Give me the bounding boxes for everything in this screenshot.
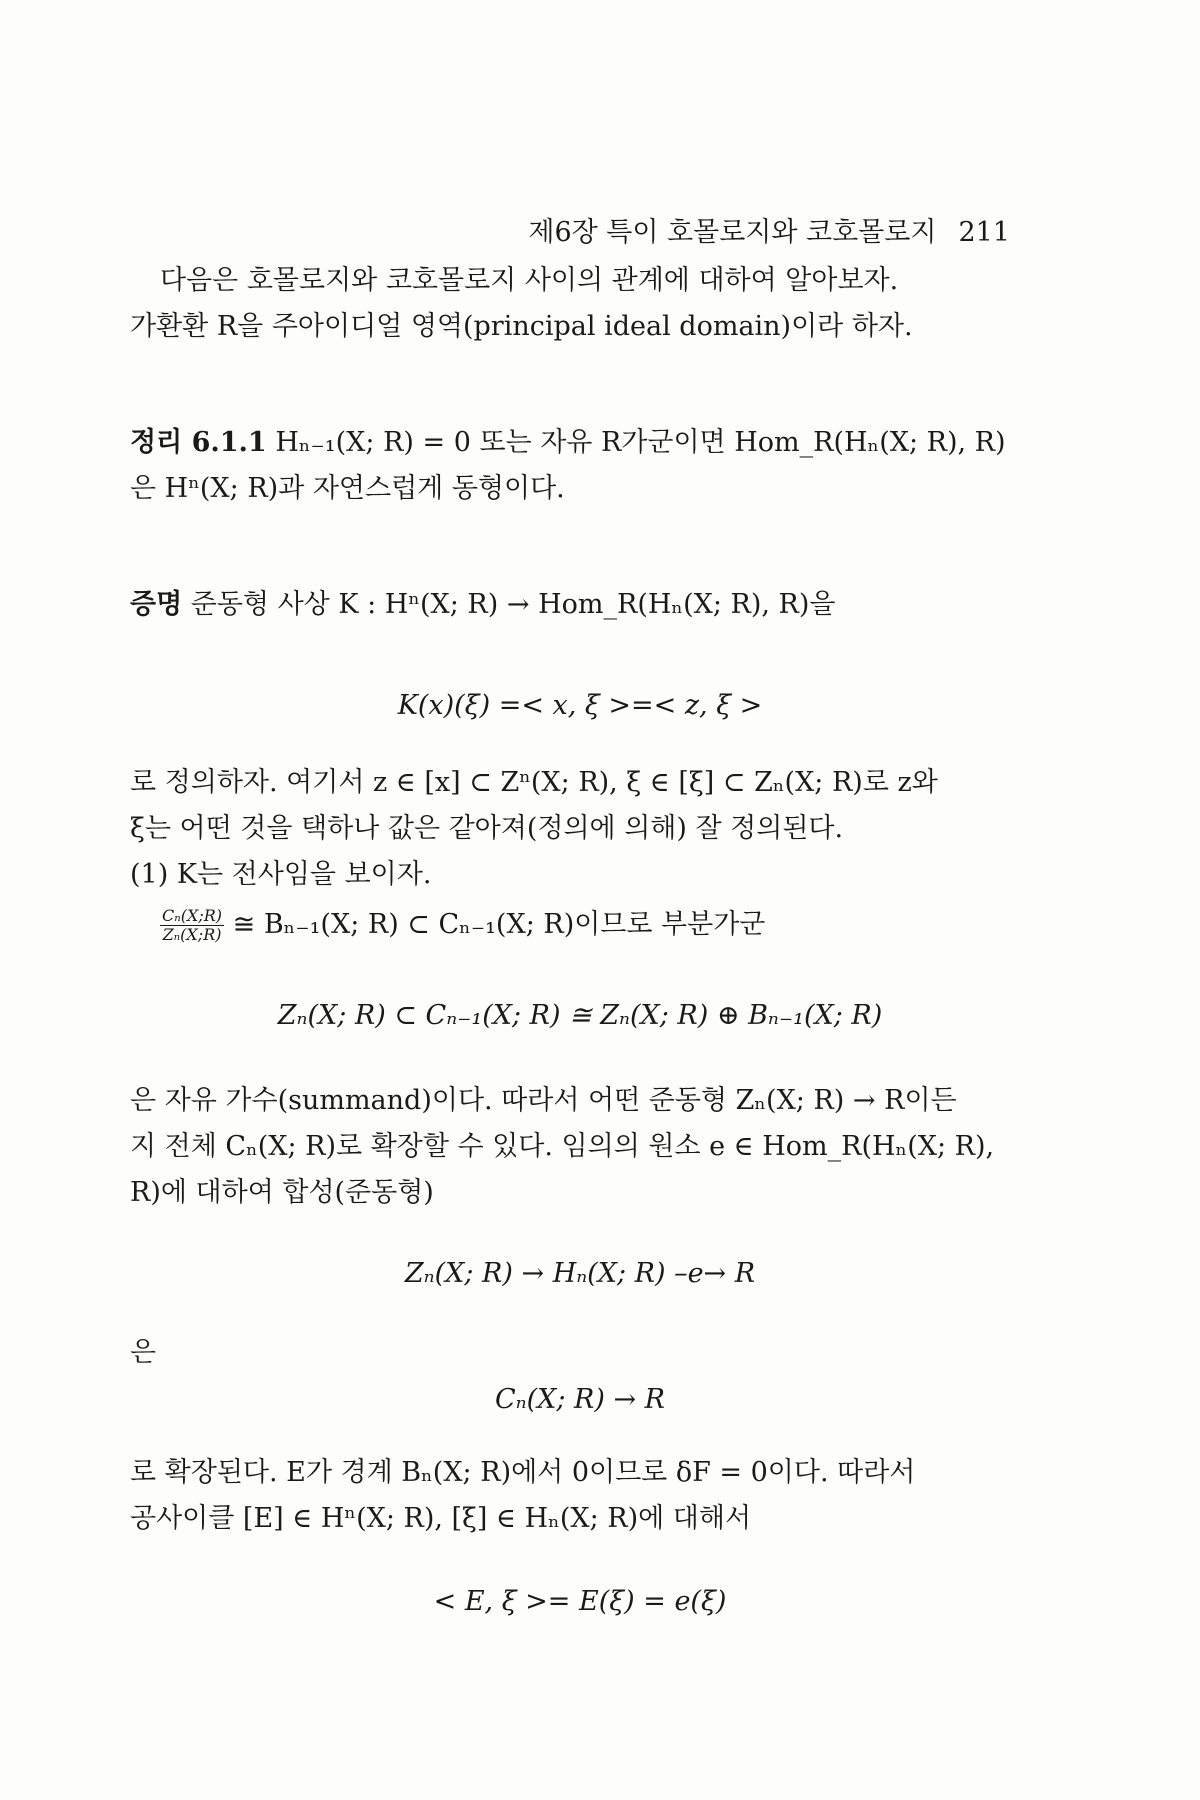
chapter-title: 제6장 특이 호몰로지와 코호몰로지: [528, 217, 937, 248]
equation-5: < E, ξ >= E(ξ) = e(ξ): [433, 1586, 727, 1617]
fraction-numerator: Cₙ(X;R): [162, 906, 223, 925]
fraction-denominator: Zₙ(X;R): [162, 925, 222, 944]
proof-para3-line-1: 로 확장된다. E가 경계 Bₙ(X; R)에서 0이므로 δF = 0이다. 따라서: [130, 1457, 916, 1488]
intro-line-2: 가환환 R을 주아이디얼 영역(principal ideal domain)이라 하자.: [130, 311, 913, 342]
theorem-label: 정리 6.1.1: [130, 427, 267, 458]
equation-1: K(x)(ξ) =< x, ξ >=< z, ξ >: [397, 690, 763, 721]
equation-2: Zₙ(X; R) ⊂ Cₙ₋₁(X; R) ≅ Zₙ(X; R) ⊕ Bₙ₋₁(X; R): [277, 1000, 883, 1031]
equation-4: Cₙ(X; R) → R: [494, 1384, 665, 1415]
proof-para2-line-3: R)에 대하여 합성(준동형): [130, 1177, 434, 1208]
proof-label: 증명: [130, 589, 183, 620]
proof-line-1: [130, 582, 1030, 628]
fraction-line-text: ≅ Bₙ₋₁(X; R) ⊂ Cₙ₋₁(X; R)이므로 부분가군: [224, 909, 766, 940]
theorem-text-1: Hₙ₋₁(X; R) = 0 또는 자유 R가군이면 Hom_R(Hₙ(X; R), R): [275, 427, 1006, 458]
proof-para1-line-3: (1) K는 전사임을 보이자.: [130, 859, 432, 890]
running-header: [470, 210, 1010, 249]
proof-para3-line-2: 공사이클 [E] ∈ Hⁿ(X; R), [ξ] ∈ Hₙ(X; R)에 대해서: [130, 1503, 752, 1534]
proof-para2-line-2: 지 전체 Cₙ(X; R)로 확장할 수 있다. 임의의 원소 e ∈ Hom_R(Hₙ(X; R),: [130, 1131, 995, 1162]
fraction: [160, 907, 224, 944]
proof-para1-line-1: 로 정의하자. 여기서 z ∈ [x] ⊂ Zⁿ(X; R), ξ ∈ [ξ] ⊂ Zₙ(X; R)로 z와: [130, 767, 938, 798]
page-number: 211: [958, 217, 1010, 248]
equation-3: Zₙ(X; R) → Hₙ(X; R) –e→ R: [404, 1258, 756, 1289]
proof-para1-line-2: ξ는 어떤 것을 택하나 값은 같아져(정의에 의해) 잘 정의된다.: [130, 813, 844, 844]
theorem-line-2: 은 Hⁿ(X; R)과 자연스럽게 동형이다.: [130, 473, 565, 504]
proof-para2-line-1: 은 자유 가수(summand)이다. 따라서 어떤 준동형 Zₙ(X; R) → R이든: [130, 1085, 957, 1116]
fraction-line: [160, 902, 1030, 948]
intro-line-1: 다음은 호몰로지와 코호몰로지 사이의 관계에 대하여 알아보자.: [160, 265, 899, 296]
theorem-line-1: [130, 420, 1030, 466]
word-eun: 은: [130, 1337, 157, 1368]
proof-text-1: 준동형 사상 K : Hⁿ(X; R) → Hom_R(Hₙ(X; R), R)을: [190, 589, 836, 620]
